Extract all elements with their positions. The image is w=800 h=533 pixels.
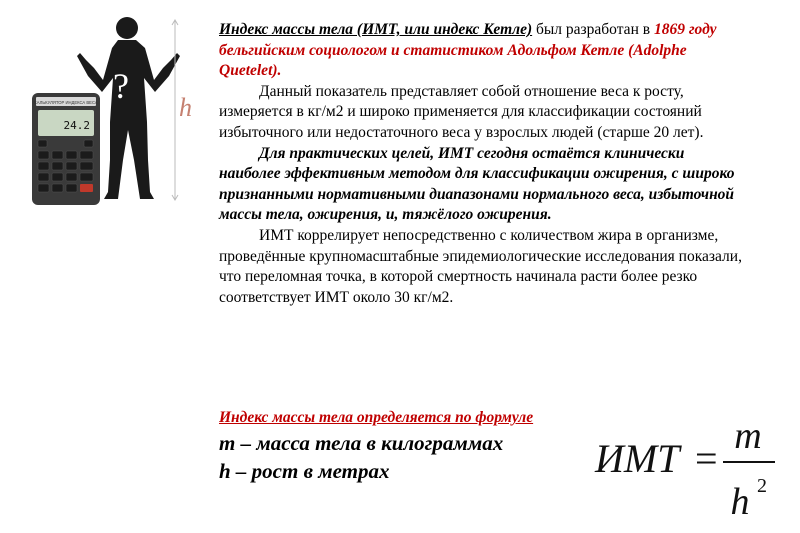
formula-denominator: h: [730, 481, 750, 523]
bmi-illustration: [30, 10, 210, 220]
calculator-icon: [32, 93, 100, 205]
paragraph-definition: Данный показатель представляет собой отношение веса к росту, измеряется в кг/м2 и широко применяется для классификации состояний избыточного или недостаточного веса у взрослых людей (старше 20 лет).: [219, 82, 704, 141]
formula-numerator: m: [734, 415, 762, 457]
formula-lhs: ИМТ: [595, 436, 680, 481]
formula-exponent: 2: [757, 475, 767, 497]
paragraph-correlation: ИМТ коррелирует непосредственно с количеством жира в организме, проведённые крупномасштабные эпидемиологические исследования показали, что переломная точка, в которой смертность начинала расти более резко соответствует ИМТ около 30 кг/м2.: [219, 226, 742, 306]
paragraph-intro: [219, 20, 749, 82]
height-dimension-line: [172, 20, 178, 200]
paragraph-practical: Для практических целей, ИМТ сегодня остаётся клинически наиболее эффективным методом для классификации ожирения, с широко признанными нормативными диапазонами нормального веса, избыточной массы тела, ожирения, и, тяжёлого ожирения.: [219, 144, 735, 224]
formula-intro: Индекс массы тела определяется по формуле: [219, 409, 534, 426]
question-mark: ?: [113, 66, 129, 106]
calculator-display: 24.2: [63, 119, 90, 132]
bmi-title: Индекс массы тела (ИМТ, или индекс Кетле): [219, 21, 533, 38]
text-block: [219, 20, 749, 308]
formula-equals: =: [695, 436, 718, 481]
calculator-header: КАЛЬКУЛЯТОР ИНДЕКСА ВЕСА: [34, 100, 98, 105]
definition-height: h – рост в метрах: [219, 459, 390, 483]
definition-mass: m – масса тела в килограммах: [219, 431, 504, 455]
bmi-formula: [593, 410, 793, 525]
height-label: h: [179, 93, 192, 122]
quetelet-credit: 1869 году бельгийским социологом и статистиком Адольфом Кетле (Adolphe Quetelet).: [219, 21, 717, 80]
intro-connector: был разработан в: [532, 21, 654, 38]
